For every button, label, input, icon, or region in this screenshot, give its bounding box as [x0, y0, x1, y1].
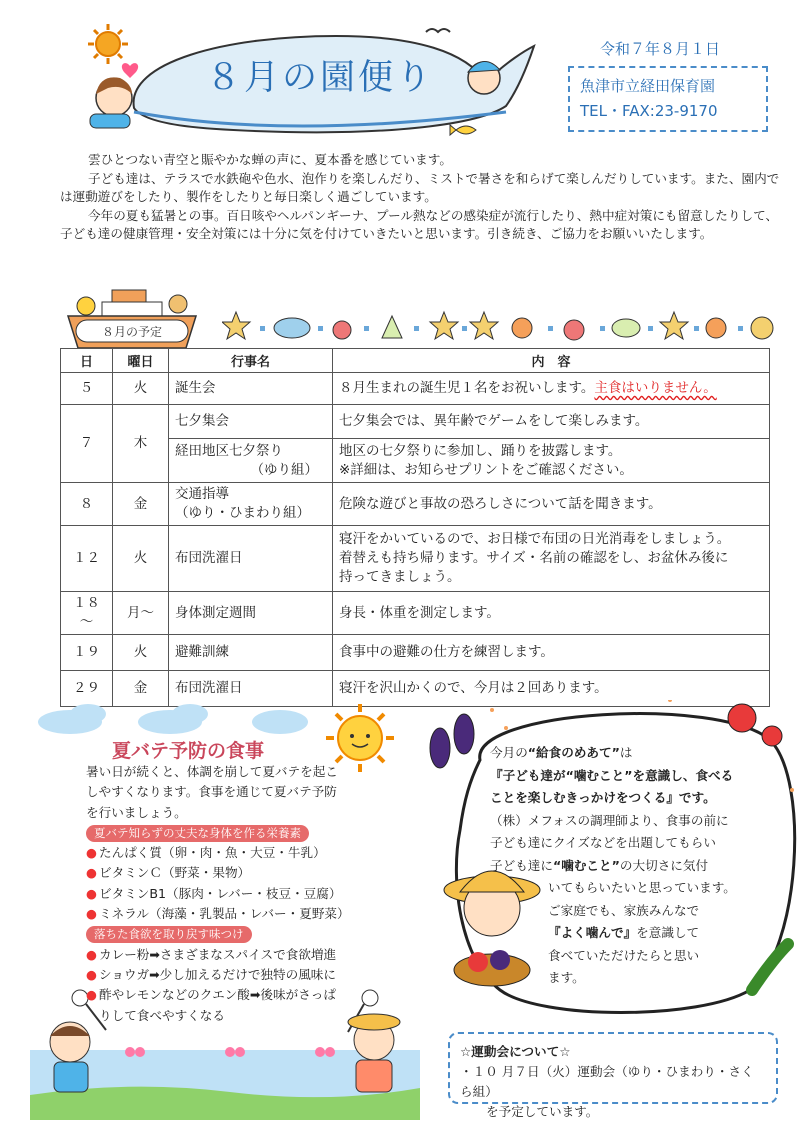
issue-date: 令和７年８月１日	[600, 40, 721, 58]
cell-day: ５	[61, 373, 113, 405]
goal-line: 『子ども達が“噛むこと”を意識し、食べる	[490, 767, 734, 783]
intro-paragraph: 今年の夏も猛暑との事。百日咳やヘルパンギーナ、プール熱などの感染症が流行したり、熱中症対策にも留意したりして、子ども達の健康管理・安全対策には十分に気を付けていきたいと思います。引き続き、ご協力をお願いいたします。	[60, 207, 779, 241]
content-line: 着替えも持ち帰ります。サイズ・名前の確認をし、お盆休み後に	[339, 550, 729, 566]
fish-icon	[274, 318, 310, 338]
bullet-icon: ●	[86, 966, 97, 982]
cell-event: 身体測定週間	[169, 592, 333, 635]
table-row	[61, 373, 770, 405]
lead-line: を行いましょう。	[86, 804, 187, 820]
event-line: 交通指導	[175, 486, 229, 502]
bullet-icon: ●	[86, 865, 97, 881]
section-label: 落ちた食欲を取り戻す味つけ	[86, 926, 252, 943]
fish-icon	[450, 125, 476, 135]
cell-day: ８	[61, 483, 113, 526]
lead-line: しやすくなります。食事を通じて夏バテ予防	[86, 784, 337, 800]
cell-day: ７	[61, 405, 113, 483]
organization-box	[568, 66, 768, 132]
list-item-continued: りして食べやすくなる	[99, 1007, 225, 1023]
sports-day-line: を予定しています。	[486, 1104, 599, 1119]
cell-day: １２	[61, 526, 113, 592]
cell-event: 布団洗濯日	[169, 671, 333, 707]
cell-day: ２９	[61, 671, 113, 707]
crab-icon	[564, 320, 584, 340]
goal-line: 子ども達にクイズなどを出題してもらい	[490, 835, 716, 850]
cell-weekday: 金	[113, 483, 169, 526]
content-note: 主食はいりません。	[594, 380, 717, 396]
starfish-icon	[660, 312, 688, 339]
cell-content: 食事中の避難の仕方を練習します。	[333, 635, 770, 671]
goal-line: 今月の“給食のめあて”は	[490, 745, 633, 760]
food-article-title: 夏バテ予防の食事	[112, 740, 265, 762]
boy-character	[468, 61, 500, 94]
cell-weekday: 火	[113, 635, 169, 671]
goal-line: ご家庭でも、家族みんなで	[548, 902, 700, 918]
header-weekday: 曜日	[113, 349, 169, 373]
intro-text	[60, 151, 780, 244]
header-content: 内 容	[333, 349, 770, 373]
event-line: 経田地区七夕祭り	[175, 442, 283, 459]
lead-line: 暑い日が続くと、体調を崩して夏バテを起こ	[86, 764, 338, 779]
section-label: 夏バテ知らずの丈夫な身体を作る栄養素	[86, 825, 309, 842]
bullet-icon: ●	[86, 885, 97, 901]
shell-icon	[612, 319, 640, 337]
intro-paragraph: 子ども達は、テラスで水鉄砲や色水、泡作りを楽しんだり、ミストで暑さを和らげて楽しんだりしています。また、園内では運動遊びをしたり、製作をしたりと毎日楽しく過ごしています。	[60, 170, 780, 204]
cell-weekday: 金	[113, 671, 169, 707]
sports-day-title: ☆運動会について☆	[460, 1044, 571, 1059]
shell-icon	[382, 316, 402, 338]
goal-line: ことを楽しむきっかけをつくる』です。	[490, 790, 716, 805]
ship-illustration	[62, 286, 202, 352]
sports-day-line: ・１０ 月７日（火）運動会（ゆり・ひまわり・さくら組）	[460, 1064, 754, 1099]
organization-phone: TEL・FAX:23-9170	[580, 102, 718, 120]
urchin-icon	[751, 317, 773, 339]
list-item: ● カレー粉➡さまざまなスパイスで食欲増進	[86, 946, 337, 962]
list-item: ● ビタミンＣ（野菜・果物）	[86, 865, 251, 881]
content-line: ※詳細は、お知らせプリントをご確認ください。	[339, 461, 633, 478]
header-event: 行事名	[169, 349, 333, 373]
cell-event	[169, 483, 333, 526]
bird-icon	[426, 29, 450, 32]
goal-line: 子ども達に“噛むこと”の大切さに気付	[490, 857, 709, 873]
bullet-icon: ●	[86, 946, 97, 962]
schedule-table	[60, 348, 770, 707]
goal-line: （株）メフォスの調理師より、食事の前に	[490, 812, 729, 828]
goal-line: 食べていただけたらと思い	[548, 947, 700, 963]
list-item: ● ビタミンB1（豚肉・レバー・枝豆・豆腐）	[86, 885, 342, 901]
cell-day: １９	[61, 635, 113, 671]
intro-paragraph: 雲ひとつない青空と賑やかな蝉の声に、夏本番を感じています。	[88, 152, 452, 167]
cell-content: 危険な遊びと事故の恐ろしさについて話を聞きます。	[333, 483, 770, 526]
schedule-badge: ８月の予定	[101, 325, 163, 339]
cell-content: 身長・体重を測定します。	[333, 592, 770, 635]
goal-line: 『よく噛んで』を意識して	[548, 925, 700, 940]
table-row	[61, 405, 770, 439]
content-line: 寝汗をかいているので、お日様で布団の日光消毒をしましょう。	[339, 531, 731, 547]
sea-creatures-decoration	[222, 308, 782, 348]
cell-content	[333, 373, 770, 405]
cell-weekday: 木	[113, 405, 169, 483]
content-line: 持ってきましょう。	[339, 569, 461, 585]
cell-event: 布団洗濯日	[169, 526, 333, 592]
table-row	[61, 635, 770, 671]
cell-content: 寝汗を沢山かくので、今月は２回あります。	[333, 671, 770, 707]
goal-line: いてもらいたいと思っています。	[548, 880, 736, 895]
content-line: 地区の七夕祭りに参加し、踊りを披露します。	[339, 442, 622, 459]
meal-goal-text	[490, 742, 780, 990]
content-text: ８月生まれの誕生児１名をお祝いします。	[339, 380, 595, 396]
cell-event: 避難訓練	[169, 635, 333, 671]
cell-content	[333, 439, 770, 483]
starfish-icon	[222, 312, 250, 339]
cell-content: 七夕集会では、異年齢でゲームをして楽しみます。	[333, 405, 770, 439]
cell-day: １８～	[61, 592, 113, 635]
crab-icon	[333, 321, 351, 339]
event-line: （ゆり・ひまわり組）	[175, 505, 310, 521]
sun-icon	[88, 24, 128, 64]
cell-weekday: 月～	[113, 592, 169, 635]
cell-weekday: 火	[113, 373, 169, 405]
cloud-icon	[38, 704, 308, 734]
table-row	[61, 526, 770, 592]
eggplant-icon	[430, 714, 474, 768]
starfish-icon	[470, 312, 498, 339]
list-item: ● 酢やレモンなどのクエン酸➡後味がさっぱ	[86, 987, 336, 1003]
list-item: ● たんぱく質（卵・肉・魚・大豆・牛乳）	[86, 845, 326, 861]
cell-event: 誕生会	[169, 373, 333, 405]
girl-character	[90, 77, 132, 128]
table-row	[61, 592, 770, 635]
goal-line: ます。	[548, 970, 585, 985]
bullet-icon: ●	[86, 987, 97, 1003]
bullet-icon: ●	[86, 845, 97, 861]
cell-content	[333, 526, 770, 592]
cell-event: 七夕集会	[169, 405, 333, 439]
cell-weekday: 火	[113, 526, 169, 592]
table-row	[61, 483, 770, 526]
header-day: 日	[61, 349, 113, 373]
food-article-body	[86, 762, 386, 1026]
urchin-icon	[706, 318, 726, 338]
event-line: （ゆり組）	[250, 461, 318, 478]
starfish-icon	[430, 312, 458, 339]
table-header-row	[61, 349, 770, 373]
page-title: ８月の園便り	[205, 58, 434, 98]
cell-event	[169, 439, 333, 483]
coral-icon	[512, 318, 532, 338]
list-item: ● ミネラル（海藻・乳製品・レバー・夏野菜）	[86, 906, 350, 922]
organization-name: 魚津市立経田保育園	[580, 77, 716, 95]
heart-icon	[122, 63, 138, 78]
list-item: ● ショウガ➡少し加えるだけで独特の風味に	[86, 966, 336, 982]
bullet-icon: ●	[86, 906, 97, 922]
sports-day-notice	[448, 1032, 778, 1119]
